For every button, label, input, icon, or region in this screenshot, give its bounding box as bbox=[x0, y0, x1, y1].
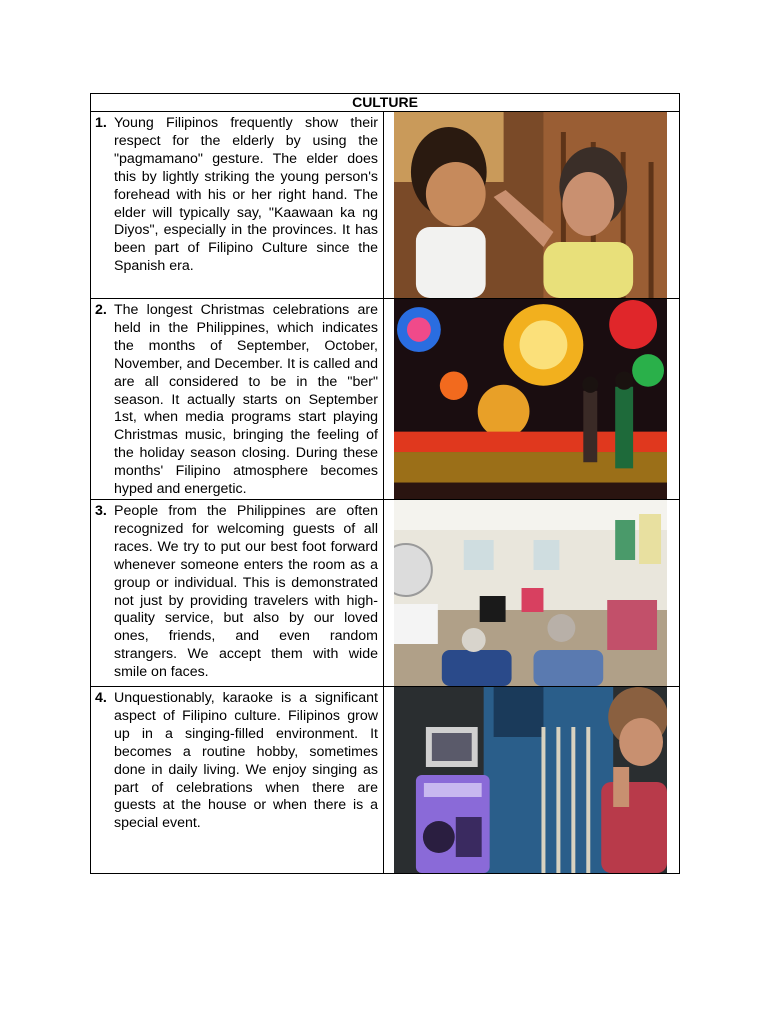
row-number: 1. bbox=[95, 115, 107, 131]
table-row bbox=[91, 686, 680, 873]
row-image-cell bbox=[384, 112, 680, 299]
table-row bbox=[91, 299, 680, 500]
row-text: Unquestionably, karaoke is a significant aspect of Filipino culture. Filipinos grow up in a singing-filled environment. It becomes a routine hobby, sometimes done in daily living. We enjoy singing as part of celebrations when there are guests at the house or when there is a special event. bbox=[114, 689, 378, 832]
row-image-cell bbox=[384, 299, 680, 500]
row-text-cell bbox=[91, 499, 384, 686]
culture-table bbox=[90, 93, 680, 874]
table-row bbox=[91, 112, 680, 299]
row-text-cell bbox=[91, 112, 384, 299]
row-number: 2. bbox=[95, 302, 107, 318]
row-text-cell bbox=[91, 686, 384, 873]
row-text: The longest Christmas celebrations are held in the Philippines, which indicates the months of September, October, November, and December. It is called and are all considered to be in the "ber" season. It actually starts on September 1st, when media programs start playing Christmas music, bringing the feeling of the holiday season closing. During these months' Filipino atmosphere becomes hyped and energetic. bbox=[114, 302, 378, 498]
pagmamano-photo bbox=[394, 112, 667, 298]
row-text: Young Filipinos frequently show their respect for the elderly by using the "pagmamano" gesture. The elder does this by lightly striking the young person's forehead with his or her right hand. The elder will typically say, "Kaawaan ka ng Diyos", especially in the provinces. It has been part of Filipino Culture since the Spanish era. bbox=[114, 115, 378, 275]
table-row bbox=[91, 499, 680, 686]
row-image-cell bbox=[384, 686, 680, 873]
row-number: 4. bbox=[95, 689, 107, 706]
christmas-lanterns-photo bbox=[394, 299, 667, 499]
hospitality-gathering-photo bbox=[394, 500, 667, 686]
row-text-cell bbox=[91, 299, 384, 500]
table-header-row bbox=[91, 94, 680, 112]
row-image-cell bbox=[384, 499, 680, 686]
table-title: CULTURE bbox=[91, 94, 680, 112]
karaoke-photo bbox=[394, 687, 667, 873]
row-text: People from the Philippines are often recognized for welcoming guests of all races. We try to put our best foot forward whenever someone enters the room as a group or individual. This is demonstrated not just by providing travelers with high-quality service, but also by our loved ones, friends, and even random strangers. We accept them with wide smile on faces. bbox=[114, 502, 378, 681]
row-number: 3. bbox=[95, 502, 107, 519]
